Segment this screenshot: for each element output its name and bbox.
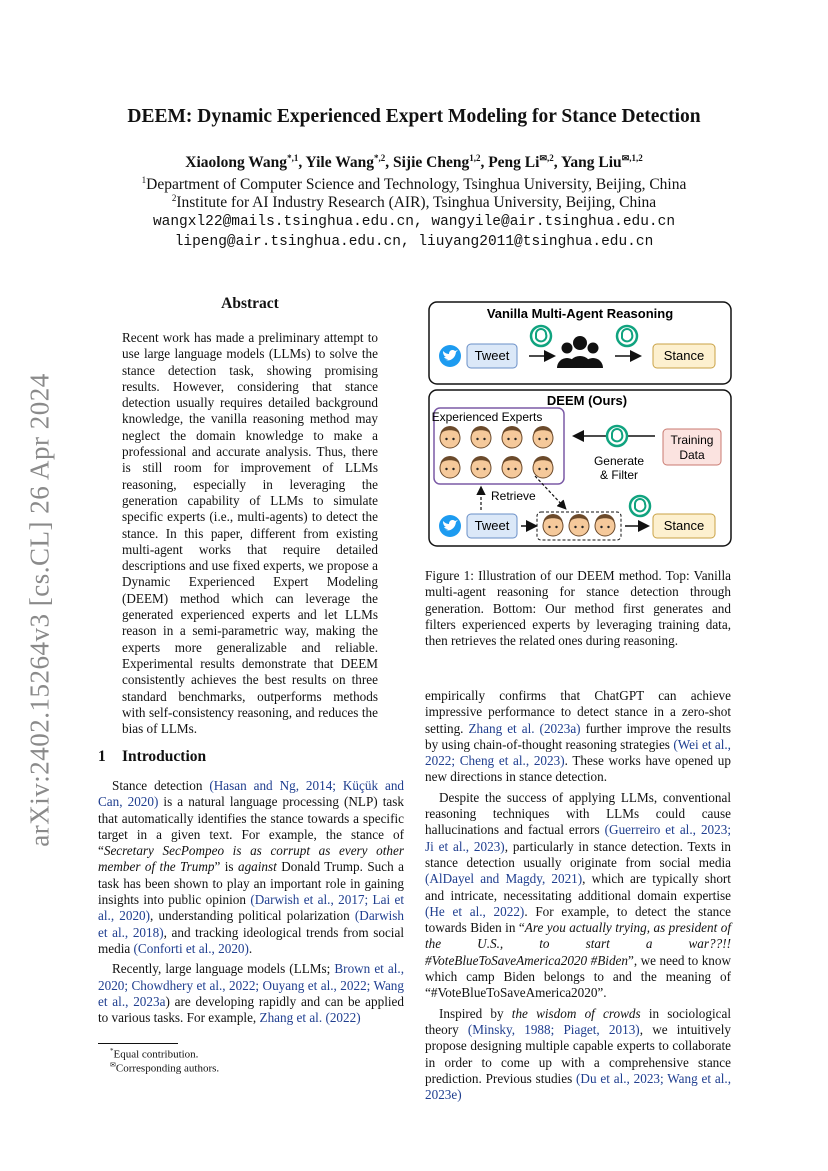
chatgpt-icon [607,426,627,446]
footnote-rule [98,1043,178,1044]
section-number: 1 [98,748,106,765]
paragraph: Recently, large language models (LLMs; Brown et al., 2020; Chowdhery et al., 2022; Ouyang et al., 2022; Wang et al., 2023a) are developing rapidly and can be applied to various tasks. For example, Zhang et al. (2022) [98,961,404,1026]
stance-label: Stance [663,518,705,533]
expert-avatar-icon [471,426,491,448]
email-line-2: lipeng@air.tsinghua.edu.cn, liuyang2011@tsinghua.edu.cn [174,234,654,250]
citation-link[interactable]: (Darwish et al., 2017; Lai et al., 2020) [98,892,405,924]
retrieve-label: Retrieve [491,489,536,503]
vanilla-title: Vanilla Multi-Agent Reasoning [486,306,674,321]
chatgpt-icon [630,496,650,516]
tweet-label: Tweet [474,518,510,533]
figure-caption: Figure 1: Illustration of our DEEM method. Top: Vanilla multi-agent reasoning for stance detection through generation. Bottom: Our method first generates and filters experienced experts by leveraging training data, then retrieves the related ones during reasoning. [425,568,731,649]
twitter-icon [439,345,461,367]
expert-avatar-icon [533,426,553,448]
paragraph: Inspired by the wisdom of crowds in sociological theory (Minsky, 1988; Piaget, 2013), we intuitively propose designing multiple capable experts to collaborate in order to come up with a comprehensive stance prediction. Previous studies (Du et al., 2023; Wang et al., 2023e) [425,1005,731,1103]
citation-link[interactable]: (Conforti et al., 2020) [133,940,249,956]
affiliation-2: $^2$Institute for AI Industry Research (AIR), Tsinghua University, Beijing, China [171,193,657,212]
paragraph: empirically confirms that ChatGPT can achieve impressive performance to detect stance in a zero-shot setting. Zhang et al. (2023a) further improve the results by using chain-of-thought reasoning strategies (Wei et al., 2022; Cheng et al., 2023). These works have opened up new directions in stance detection. [425,688,731,785]
expert-avatar-icon [440,426,460,448]
data-label: Data [679,448,705,462]
expert-avatar-icon [502,456,522,478]
affiliation-1: $^1$Department of Computer Science and Technology, Tsinghua University, Beijing, China [141,175,687,194]
expert-avatar-icon [595,514,615,536]
author: Yang Liu$^{✉,1,2}$ [560,153,643,172]
footnote-2: ✉Corresponding authors. [110,1061,220,1075]
citation-link[interactable]: (Minsky, 1988; Piaget, 2013) [467,1021,640,1037]
author: Xiaolong Wang$^{*,1}$ [185,153,299,172]
paper-title: DEEM: Dynamic Experienced Expert Modeling for Stance Detection [127,106,701,127]
citation-link[interactable]: (Du et al., 2023; Wang et al., 2023e) [425,1070,731,1103]
author: Sijie Cheng$^{1,2}$ [392,153,481,172]
expert-avatar-icon [569,514,589,536]
email-line-1: wangxl22@mails.tsinghua.edu.cn, wangyile@air.tsinghua.edu.cn [152,214,676,230]
right-column-body [425,688,731,1107]
expert-avatar-icon [543,514,563,536]
tweet-label: Tweet [474,348,510,363]
abstract-heading: Abstract [221,295,279,312]
author: Peng $Li^{✉,2}$ [488,153,554,172]
generate-label: Generate [593,454,645,468]
expert-avatar-icon [502,426,522,448]
paragraph: Stance detection (Hasan and Ng, 2014; Küçük and Can, 2020) is a natural language processing (NLP) task that automatically identifies the stance towards a specific target in a given text. For example, the stance of “Secretary SecPompeo is as corrupt as every other member of the Trump” is against Donald Trump. Such a task has been shown to play an important role in gaining insights into public opinion (Darwish et al., 2017; Lai et al., 2020), understanding political polarization (Darwish et al., 2018), and tracking ideological trends from social media (Conforti et al., 2020). [98,778,405,956]
chatgpt-icon [617,326,637,346]
author-list: Xiaolong Wang$^{*,1}$, Yile Wang$^{*,2}$, Sijie Cheng$^{1,2}$, Peng $Li^{✉,2}$, Yang Liu$^{✉,1,2}$ [185,153,643,172]
citation-link[interactable]: (Guerreiro et al., 2023; Ji et al., 2023) [425,822,731,854]
expert-avatar-icon [471,456,491,478]
citation-link[interactable]: Zhang et al. (2023a) [468,720,581,736]
footnote-1: *Equal contribution. [110,1047,199,1061]
expert-avatar-icon [533,456,553,478]
author: Yile Wang$^{*,2}$ [305,153,386,172]
section-heading [98,748,206,766]
citation-link[interactable]: (AlDayel and Magdy, 2021) [425,871,583,887]
figure-1 [425,298,735,550]
citation-link[interactable]: Brown et al., 2020; Chowdhery et al., 2022; Ouyang et al., 2022; Wang et al., 2023a [98,961,404,1009]
citation-link[interactable]: (He et al., 2022) [425,903,525,919]
twitter-icon [439,515,461,537]
arxiv-id: arXiv:2402.15264v3 [cs.CL] 26 Apr 2024 [24,373,55,847]
deem-title: DEEM (Ours) [546,393,628,408]
citation-link[interactable]: (Darwish et al., 2018) [98,908,404,940]
training-label: Training [670,433,714,447]
abstract-body: Recent work has made a preliminary attempt to use large language models (LLMs) to solve the stance detection task, showing promising results. However, considering that stance detection usually requires detailed background knowledge, the vanilla reasoning method may neglect the domain knowledge to make a professional and accurate analysis. Thus, there is still room for improvement of LLMs reasoning, especially in leveraging the generation capability of LLMs to simulate specific experts (i.e., multi-agents) to detect the stance. In this paper, different from existing multi-agent works that require detailed descriptions and use fixed experts, we propose a Dynamic Experienced Expert Modeling (DEEM) method which can leverage the generated experienced experts and let LLMs reason in a semi-parametric way, making the experts more generalizable and reliable. Experimental results demonstrate that DEEM consistently achieves the best results on three standard benchmarks, outperforms methods with self-consistency reasoning, and reduces the bias of LLMs. [122,330,378,737]
citation-link[interactable]: (Hasan and Ng, 2014; Küçük and Can, 2020) [98,778,405,810]
filter-label: & Filter [599,468,639,482]
left-column-body [98,778,404,1030]
section-title: Introduction [122,748,207,765]
paragraph: Despite the success of applying LLMs, conventional reasoning techniques with LLMs could cause hallucinations and factual errors (Guerreiro et al., 2023; Ji et al., 2023), particularly in stance detection. Texts in stance detection usually originate from social media (AlDayel and Magdy, 2021), which are typically short and intricate, necessitating additional domain expertise (He et al., 2022). For example, to detect the stance towards Biden in “Are you actually trying, as president of the U.S., to start a war??!! #VoteBlueToSaveAmerica2020 #Biden”, we need to know which camp Biden belongs to and the meaning of “#VoteBlueToSaveAmerica2020”. [425,789,731,1001]
stance-label: Stance [663,348,705,363]
citation-link[interactable]: (Wei et al., 2022; Cheng et al., 2023) [425,736,731,769]
chatgpt-icon [531,326,551,346]
expert-avatar-icon [440,456,460,478]
arxiv-sidebar [20,360,60,860]
experts-label: Experienced Experts [431,410,543,424]
citation-link[interactable]: Zhang et al. (2022) [259,1010,361,1026]
